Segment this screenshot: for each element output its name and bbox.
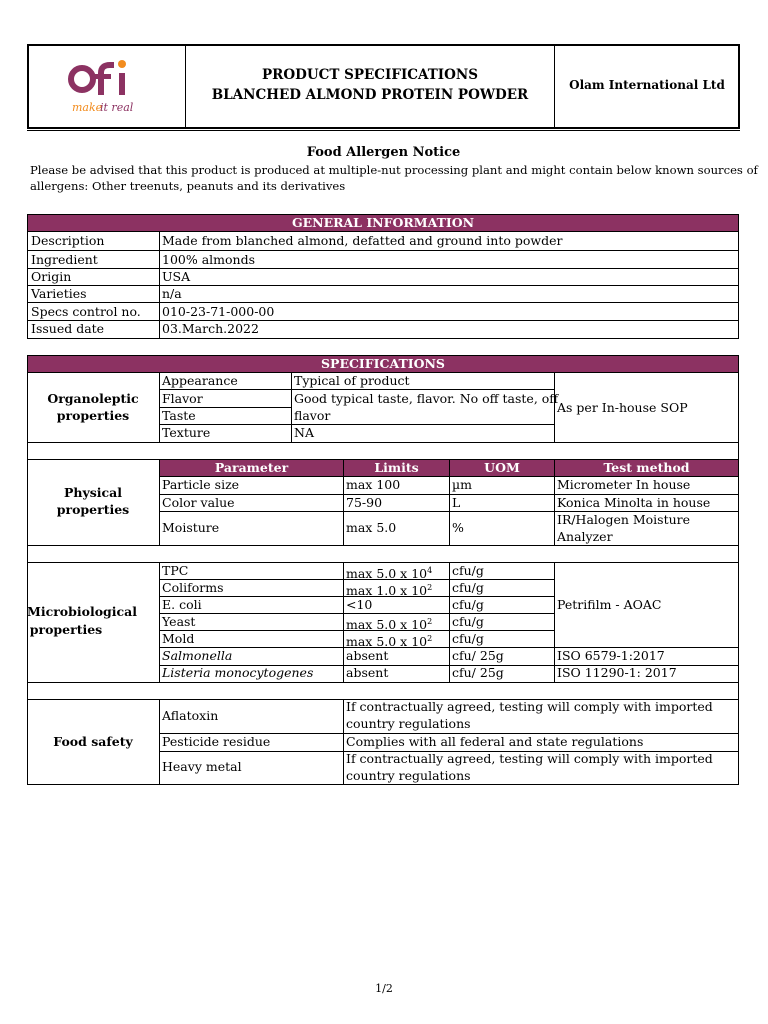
micro-uom-listeria: cfu/ 25g: [452, 665, 504, 680]
micro-limit-listeria: absent: [346, 665, 389, 680]
micro-uom-tpc: cfu/g: [452, 563, 484, 578]
general-value-issued-date: 03.March.2022: [162, 321, 259, 336]
micro-uom-salmonella: cfu/ 25g: [452, 648, 504, 663]
general-label-description: Description: [31, 233, 105, 248]
organoleptic-flavor-value-line2: flavor: [294, 408, 331, 423]
micro-method-listeria: ISO 11290-1: 2017: [557, 665, 677, 680]
general-info-heading: GENERAL INFORMATION: [27, 214, 739, 232]
micro-limit-tpc: max 5.0 x $10^4$: [346, 566, 433, 582]
micro-method-petrifilm: Petrifilm - AOAC: [557, 597, 662, 612]
micro-uom-coliforms: cfu/g: [452, 580, 484, 595]
micro-label-line2: properties: [29, 622, 103, 637]
food-safety-heavy-metal-line2: country regulations: [346, 768, 471, 783]
physical-method-particle-size: Micrometer In house: [557, 477, 691, 492]
micro-param-ecoli: E. coli: [162, 597, 202, 612]
micro-param-listeria: Listeria monocytogenes: [162, 665, 314, 680]
food-safety-label: Food safety: [53, 734, 133, 749]
allergen-title: Food Allergen Notice: [306, 145, 461, 160]
physical-uom-moisture: %: [452, 520, 464, 535]
physical-uom-particle-size: µm: [452, 477, 472, 492]
food-safety-heavy-metal-line1: If contractually agreed, testing will comply with imported: [346, 751, 713, 766]
organoleptic-label-line2: properties: [56, 408, 130, 423]
micro-limit-coliforms: max 1.0 x $10^2$: [346, 583, 433, 599]
food-safety-aflatoxin-line1: If contractually agreed, testing will comply with imported: [346, 699, 713, 714]
micro-limit-yeast: max 5.0 x $10^2$: [346, 617, 433, 633]
svg-text:make: make: [72, 101, 103, 114]
organoleptic-flavor-value-line1: Good typical taste, flavor. No off taste, off: [294, 391, 559, 406]
physical-param-particle-size: Particle size: [162, 477, 240, 492]
doc-title-line2: BLANCHED ALMOND PROTEIN POWDER: [211, 87, 529, 103]
organoleptic-appearance-value: Typical of product: [294, 373, 410, 388]
allergen-text-line2: allergens: Other treenuts, peanuts and its derivatives: [30, 179, 346, 193]
physical-limit-particle-size: max 100: [346, 477, 401, 492]
general-label-specs-control: Specs control no.: [31, 304, 141, 319]
svg-text:it real: it real: [100, 101, 134, 114]
organoleptic-appearance: Appearance: [162, 373, 238, 388]
micro-param-tpc: TPC: [162, 563, 189, 578]
general-label-issued-date: Issued date: [31, 321, 105, 336]
page-number: 1/2: [375, 982, 393, 995]
allergen-text-line1: Please be advised that this product is produced at multiple-nut processing plant and might contain below known sources of: [30, 163, 758, 177]
doc-title-line1: PRODUCT SPECIFICATIONS: [262, 67, 478, 83]
physical-param-moisture: Moisture: [162, 520, 220, 535]
micro-limit-ecoli: <10: [346, 597, 373, 612]
general-value-specs-control: 010-23-71-000-00: [162, 304, 275, 319]
general-value-origin: USA: [162, 269, 191, 284]
physical-limit-color: 75-90: [346, 495, 383, 510]
micro-param-salmonella: Salmonella: [162, 648, 233, 663]
micro-method-salmonella: ISO 6579-1:2017: [557, 648, 665, 663]
ofi-logo-icon: [66, 55, 136, 117]
general-label-ingredient: Ingredient: [31, 252, 98, 267]
micro-uom-ecoli: cfu/g: [452, 597, 484, 612]
physical-limit-moisture: max 5.0: [346, 520, 397, 535]
physical-method-moisture-line1: IR/Halogen Moisture: [557, 512, 691, 527]
physical-col-limits: Limits: [343, 459, 450, 477]
micro-limit-salmonella: absent: [346, 648, 389, 663]
organoleptic-label-line1: Organoleptic: [47, 391, 139, 406]
organoleptic-flavor: Flavor: [162, 391, 203, 406]
general-value-varieties: n/a: [162, 286, 182, 301]
organoleptic-texture: Texture: [162, 425, 211, 440]
general-label-origin: Origin: [31, 269, 72, 284]
general-label-varieties: Varieties: [31, 286, 87, 301]
food-safety-pesticide: Pesticide residue: [162, 734, 271, 749]
physical-col-uom: UOM: [449, 459, 555, 477]
food-safety-pesticide-value: Complies with all federal and state regulations: [346, 734, 644, 749]
physical-method-color: Konica Minolta in house: [557, 495, 711, 510]
general-value-description: Made from blanched almond, defatted and ground into powder: [162, 233, 563, 248]
micro-param-mold: Mold: [162, 631, 195, 646]
micro-param-coliforms: Coliforms: [162, 580, 224, 595]
physical-label-line2: properties: [56, 502, 130, 517]
ofi-logo: [66, 55, 136, 117]
physical-method-moisture-line2: Analyzer: [557, 529, 613, 544]
micro-uom-yeast: cfu/g: [452, 614, 484, 629]
micro-limit-mold: max 5.0 x $10^2$: [346, 634, 433, 650]
physical-label-line1: Physical: [64, 485, 122, 500]
organoleptic-method: As per In-house SOP: [557, 400, 688, 415]
specifications-heading: SPECIFICATIONS: [27, 355, 739, 373]
food-safety-aflatoxin-line2: country regulations: [346, 716, 471, 731]
organoleptic-taste: Taste: [162, 408, 196, 423]
physical-param-color: Color value: [162, 495, 235, 510]
general-value-ingredient: 100% almonds: [162, 252, 256, 267]
food-safety-heavy-metal: Heavy metal: [162, 759, 242, 774]
physical-col-parameter: Parameter: [159, 459, 344, 477]
organoleptic-texture-value: NA: [294, 425, 314, 440]
company-name: Olam International Ltd: [569, 78, 725, 92]
micro-label-line1: Microbiological: [27, 604, 137, 619]
micro-param-yeast: Yeast: [162, 614, 196, 629]
physical-col-test-method: Test method: [554, 459, 739, 477]
micro-uom-mold: cfu/g: [452, 631, 484, 646]
physical-uom-color: L: [452, 495, 461, 510]
food-safety-aflatoxin: Aflatoxin: [162, 708, 219, 723]
